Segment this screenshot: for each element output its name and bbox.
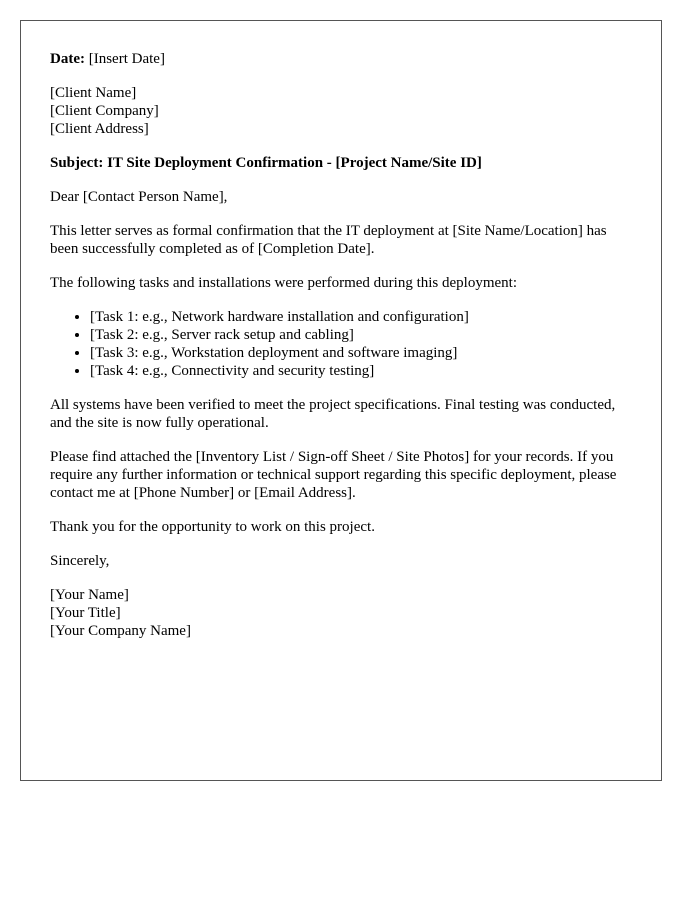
paragraph-thanks: Thank you for the opportunity to work on this project. bbox=[50, 519, 375, 535]
list-item: • [Task 4: e.g., Connectivity and security testing] bbox=[90, 362, 632, 380]
list-item: • [Task 1: e.g., Network hardware installation and configuration] bbox=[90, 308, 632, 326]
client-company: [Client Company] bbox=[50, 103, 159, 119]
subject-line: Subject: IT Site Deployment Confirmation - [Project Name/Site ID] bbox=[50, 155, 482, 171]
closing: Sincerely, bbox=[50, 553, 110, 569]
sender-title: [Your Title] bbox=[50, 605, 121, 621]
paragraph-tasks-intro: The following tasks and installations were performed during this deployment: bbox=[50, 275, 517, 291]
task-list bbox=[50, 308, 632, 380]
paragraph-confirmation: This letter serves as formal confirmation that the IT deployment at [Site Name/Location] has been successfully completed as of [Completion Date]. bbox=[50, 223, 607, 257]
list-item: • [Task 2: e.g., Server rack setup and cabling] bbox=[90, 326, 632, 344]
date-value: [Insert Date] bbox=[88, 51, 165, 67]
client-address: [Client Address] bbox=[50, 121, 149, 137]
paragraph-verification: All systems have been verified to meet the project specifications. Final testing was conducted, and the site is now fully operational. bbox=[50, 397, 616, 431]
paragraph-attachments: Please find attached the [Inventory List / Sign-off Sheet / Site Photos] for your records. If you require any further information or technical support regarding this specific deployment, please contact me at [Phone Number] or [Email Address]. bbox=[50, 449, 617, 501]
signature-block bbox=[50, 586, 632, 640]
date-line bbox=[50, 50, 632, 68]
greeting: Dear [Contact Person Name], bbox=[50, 189, 228, 205]
sender-company: [Your Company Name] bbox=[50, 623, 191, 639]
letter-page bbox=[20, 20, 662, 781]
client-name: [Client Name] bbox=[50, 85, 137, 101]
recipient-address-block bbox=[50, 84, 632, 138]
list-item: • [Task 3: e.g., Workstation deployment and software imaging] bbox=[90, 344, 632, 362]
sender-name: [Your Name] bbox=[50, 587, 129, 603]
date-label: Date: bbox=[50, 51, 85, 67]
